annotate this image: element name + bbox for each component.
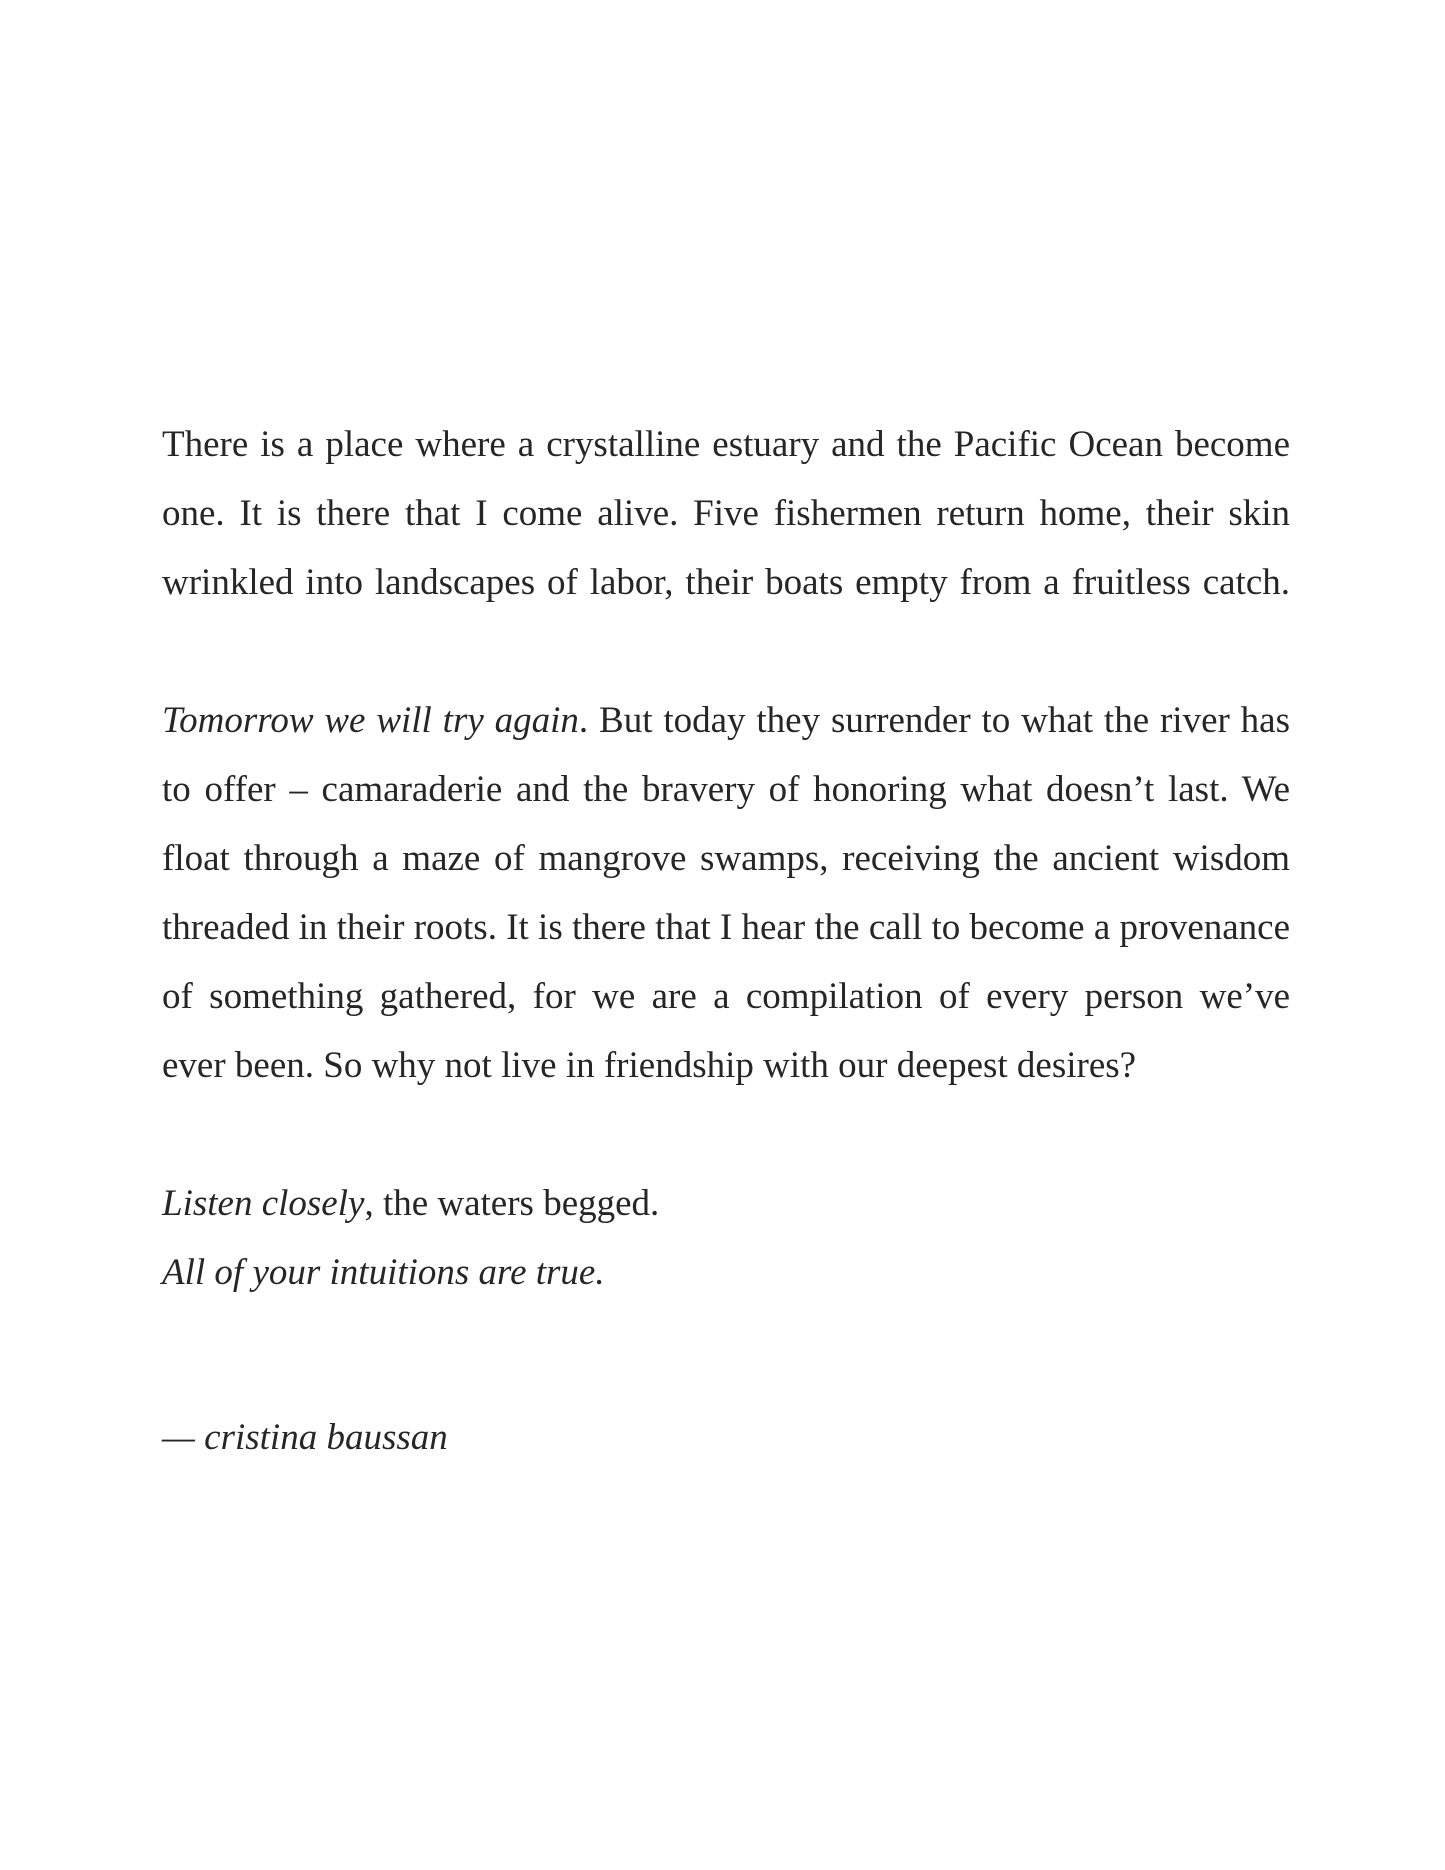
paragraph-1	[162, 410, 1290, 617]
paragraph-spacer	[162, 617, 1290, 686]
paragraph-3	[162, 1169, 1290, 1307]
paragraph-3-line-1	[162, 1169, 1290, 1238]
author-signature: — cristina baussan	[162, 1417, 448, 1458]
paragraph-2-line-1-rest: . But today they surrender to what the river has	[578, 700, 1290, 741]
paragraph-3-line-1-rest: , the waters begged.	[364, 1183, 660, 1224]
paragraph-2-italic-phrase: Tomorrow we will try again	[162, 700, 579, 741]
paragraph-spacer	[162, 1100, 1290, 1169]
paragraph-2-line-5: of something gathered, for we are a compilation of every person we’ve	[162, 976, 1290, 1017]
paragraph-1-line-3: wrinkled into landscapes of labor, their boats empty from a fruitless catch.	[162, 562, 1290, 603]
paragraph-1-line-2: one. It is there that I come alive. Five fishermen return home, their skin	[162, 493, 1290, 534]
paragraph-3-italic-phrase: Listen closely	[162, 1183, 365, 1224]
paragraph-2-line-3: float through a maze of mangrove swamps, receiving the ancient wisdom	[162, 838, 1290, 879]
paragraph-2-line-1	[162, 686, 1290, 755]
paragraph-3-italic-line: All of your intuitions are true.	[162, 1252, 605, 1293]
page-content	[162, 410, 1290, 1472]
paragraph-3-line-2	[162, 1238, 1290, 1307]
paragraph-2-line-2: to offer – camaraderie and the bravery of honoring what doesn’t last. We	[162, 769, 1290, 810]
paragraph-2-line-6: ever been. So why not live in friendship with our deepest desires?	[162, 1045, 1137, 1086]
paragraph-2-line-4: threaded in their roots. It is there that I hear the call to become a provenance	[162, 907, 1291, 948]
paragraph-2	[162, 686, 1290, 1100]
signature-spacer	[162, 1307, 1290, 1403]
paragraph-1-line-1: There is a place where a crystalline estuary and the Pacific Ocean become	[162, 424, 1290, 465]
